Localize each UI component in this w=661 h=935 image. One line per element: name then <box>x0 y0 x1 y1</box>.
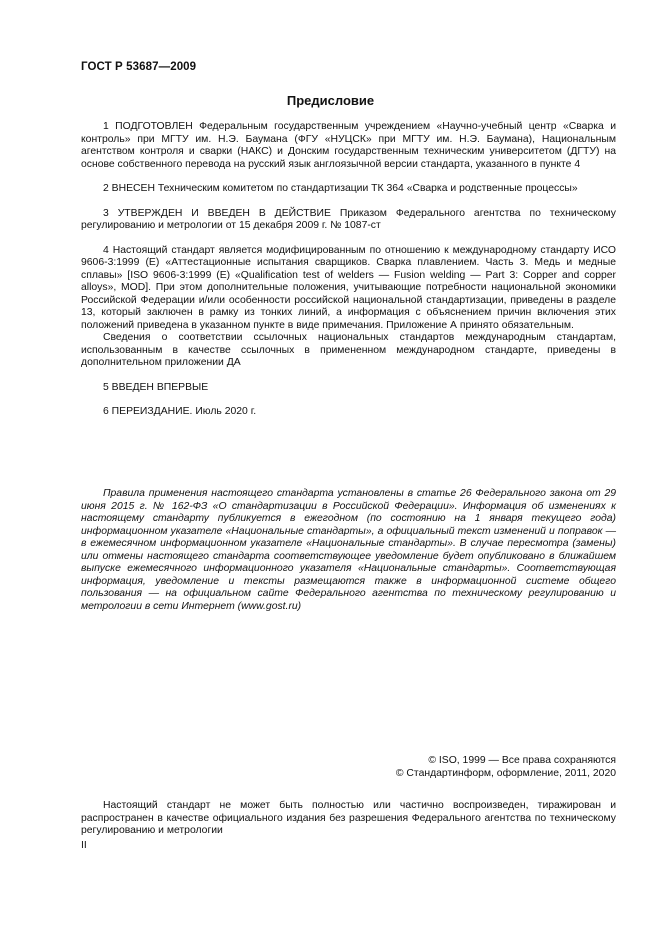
paragraph-introduced: 2 ВНЕСЕН Техническим комитетом по стандартизации ТК 364 «Сварка и родственные процессы» <box>103 183 578 194</box>
document-code: ГОСТ Р 53687—2009 <box>81 61 197 73</box>
paragraph-approved: 3 УТВЕРЖДЕН И ВВЕДЕН В ДЕЙСТВИЕ Приказом Федерального агентства по техническому регулированию и метрологии от 15 декабря 2009 г. № 1087-ст <box>81 207 616 231</box>
foreword-body <box>81 121 616 419</box>
paragraph-first-introduced: 5 ВВЕДЕН ВПЕРВЫЕ <box>103 381 209 393</box>
page-number: II <box>81 840 87 851</box>
section-title: Предисловие <box>286 93 375 108</box>
copyright-standartinform: © Стандартинформ, оформление, 2011, 2020 <box>395 768 616 779</box>
paragraph-reissue: 6 ПЕРЕИЗДАНИЕ. Июль 2020 г. <box>103 406 257 417</box>
paragraph-prepared: 1 ПОДГОТОВЛЕН Федеральным государственным учреждением «Научно-учебный центр «Сварка и контроль» при МГТУ им. Н.Э. Баумана (ФГУ «НУЦСК» при МГТУ им. Н.Э. Баумана), Национальным агентством контроля и сварки (НАКС) и Донским государственным техническим университетом (ДГТУ) на основе собственного перевода на русский язык англоязычной версии стандарта, указанного в пункте 4 <box>81 121 616 170</box>
paragraph-references: Сведения о соответствии ссылочных национальных стандартов международным стандартам, использованным в качестве ссылочных в примененном международном стандарте, приведены в дополнительном приложении ДА <box>81 332 616 368</box>
copyright-iso: © ISO, 1999 — Все права сохраняются <box>428 755 616 766</box>
rules-notice: Правила применения настоящего стандарта установлены в статье 26 Федерального закона от 29 июня 2015 г. № 162-ФЗ «О стандартизации в Российской Федерации». Информация об изменениях к настоящему стандарту публикуется в ежегодном (по состоянию на 1 января текущего года) информационном указателе «Национальные стандарты», а официальный текст изменений и поправок — в ежемесячном информационном указателе «Национальные стандарты». В случае пересмотра (замены) или отмены настоящего стандарта соответствующее уведомление будет опубликовано в ближайшем выпуске ежемесячного информационного указателя «Национальные стандарты». Соответствующая информация, уведомление и тексты размещаются также в информационной системе общего пользования — на официальном сайте Федерального агентства по техническому регулированию и метрологии в сети Интернет (www.gost.ru) <box>81 488 616 612</box>
paragraph-modified: 4 Настоящий стандарт является модифицированным по отношению к международному стандарту ИСО 9606-3:1999 (Е) «Аттестационные испытания сварщиков. Сварка плавлением. Часть 3. Медь и медные сплавы» [ISO 9606-3:1999 (E) «Qualification test of welders — Fusion welding — Part 3: Copper and copper alloys», MOD]. При этом дополнительные положения, учитывающие потребности национальной экономики Российской Федерации и/или особенности российской национальной стандартизации, приведены в разделе 13, который заключен в рамку из тонких линий, а информация с объяснением причин включения этих положений приведена в указанном пункте в виде примечания. Приложение А принято обязательным. <box>81 244 616 331</box>
reproduction-notice: Настоящий стандарт не может быть полностью или частично воспроизведен, тиражирован и распространен в качестве официального издания без разрешения Федерального агентства по техническому регулированию и метрологии <box>81 800 616 836</box>
